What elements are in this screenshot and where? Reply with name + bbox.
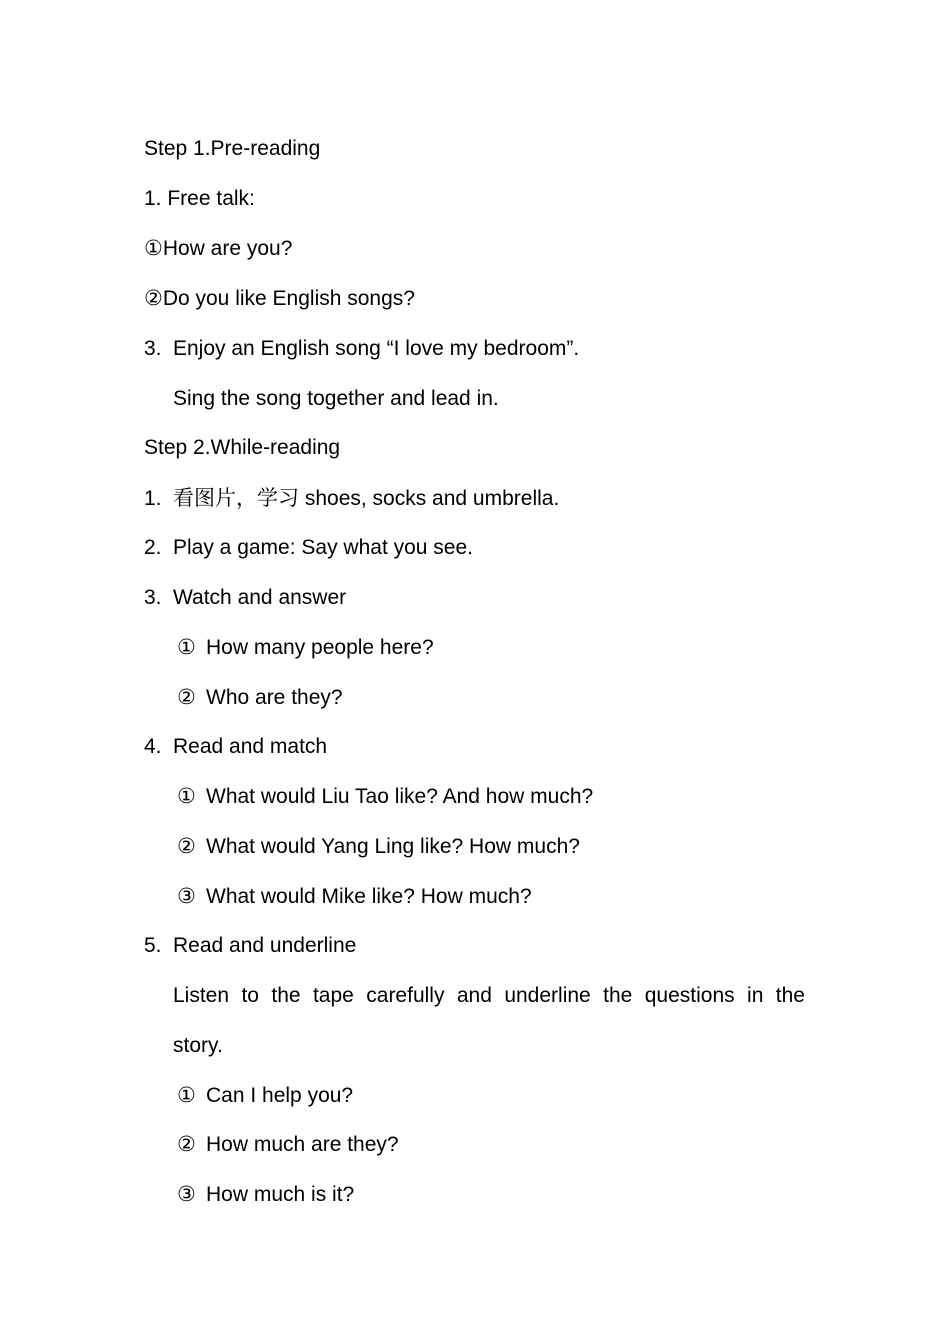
list-item-text: Watch and answer: [173, 586, 347, 609]
sub-item-text: Who are they?: [206, 686, 343, 709]
circled-number: ②: [177, 835, 196, 858]
step1-item-free-talk: 1. Free talk:: [144, 187, 255, 210]
list-item-text: shoes, socks and umbrella.: [299, 487, 560, 510]
list-number: 4.: [144, 735, 162, 758]
step2-item-5-sub-3: [177, 1182, 354, 1208]
list-item-text: Read and match: [173, 735, 328, 758]
step2-item-4-sub-2: [177, 834, 580, 860]
step1-question-2: ②Do you like English songs?: [144, 287, 415, 310]
step1-item-3: [144, 336, 579, 362]
step2-item-4-sub-1: [177, 784, 593, 810]
step2-item-5: [144, 933, 356, 959]
step2-item-3-sub-2: [177, 685, 343, 711]
list-number: 2.: [144, 536, 162, 559]
sub-item-text: What would Liu Tao like? And how much?: [206, 785, 594, 808]
step2-item-5-sub-1: [177, 1083, 353, 1109]
sub-item-text: What would Yang Ling like? How much?: [206, 835, 580, 858]
step2-item-2: [144, 535, 473, 561]
step1-heading: Step 1.Pre-reading: [144, 137, 321, 160]
step2-item-4: [144, 734, 327, 760]
sub-item-text: How much are they?: [206, 1133, 399, 1156]
circled-number: ①: [177, 785, 196, 808]
circled-number: ②: [177, 1133, 196, 1156]
step2-item-4-sub-3: [177, 884, 532, 910]
step2-item-3-sub-1: [177, 635, 434, 661]
step1-item-3-continuation: Sing the song together and lead in.: [173, 387, 499, 410]
list-item-text: Play a game: Say what you see.: [173, 536, 473, 559]
sub-item-text: What would Mike like? How much?: [206, 885, 532, 908]
step2-item-5-description-line-2: story.: [173, 1034, 223, 1057]
list-item-chinese-text: 看图片，学习: [173, 486, 299, 510]
list-number: 5.: [144, 934, 162, 957]
list-number: 3.: [144, 337, 162, 360]
sub-item-text: Can I help you?: [206, 1084, 354, 1107]
step2-item-5-sub-2: [177, 1132, 399, 1158]
list-number: 3.: [144, 586, 162, 609]
step2-item-3: [144, 585, 346, 611]
circled-number: ③: [177, 1183, 196, 1206]
step2-item-5-description-line-1: Listen to the tape carefully and underline the questions in the: [173, 984, 805, 1007]
list-number: 1.: [144, 487, 162, 510]
circled-number: ③: [177, 885, 196, 908]
step2-item-1: [144, 485, 559, 512]
step1-question-1: ①How are you?: [144, 237, 293, 260]
circled-number: ①: [177, 636, 196, 659]
list-item-text: Enjoy an English song “I love my bedroom”.: [173, 337, 580, 360]
sub-item-text: How much is it?: [206, 1183, 355, 1206]
circled-number: ②: [177, 686, 196, 709]
list-item-text: Read and underline: [173, 934, 357, 957]
step2-heading: Step 2.While-reading: [144, 436, 341, 459]
sub-item-text: How many people here?: [206, 636, 434, 659]
circled-number: ①: [177, 1084, 196, 1107]
